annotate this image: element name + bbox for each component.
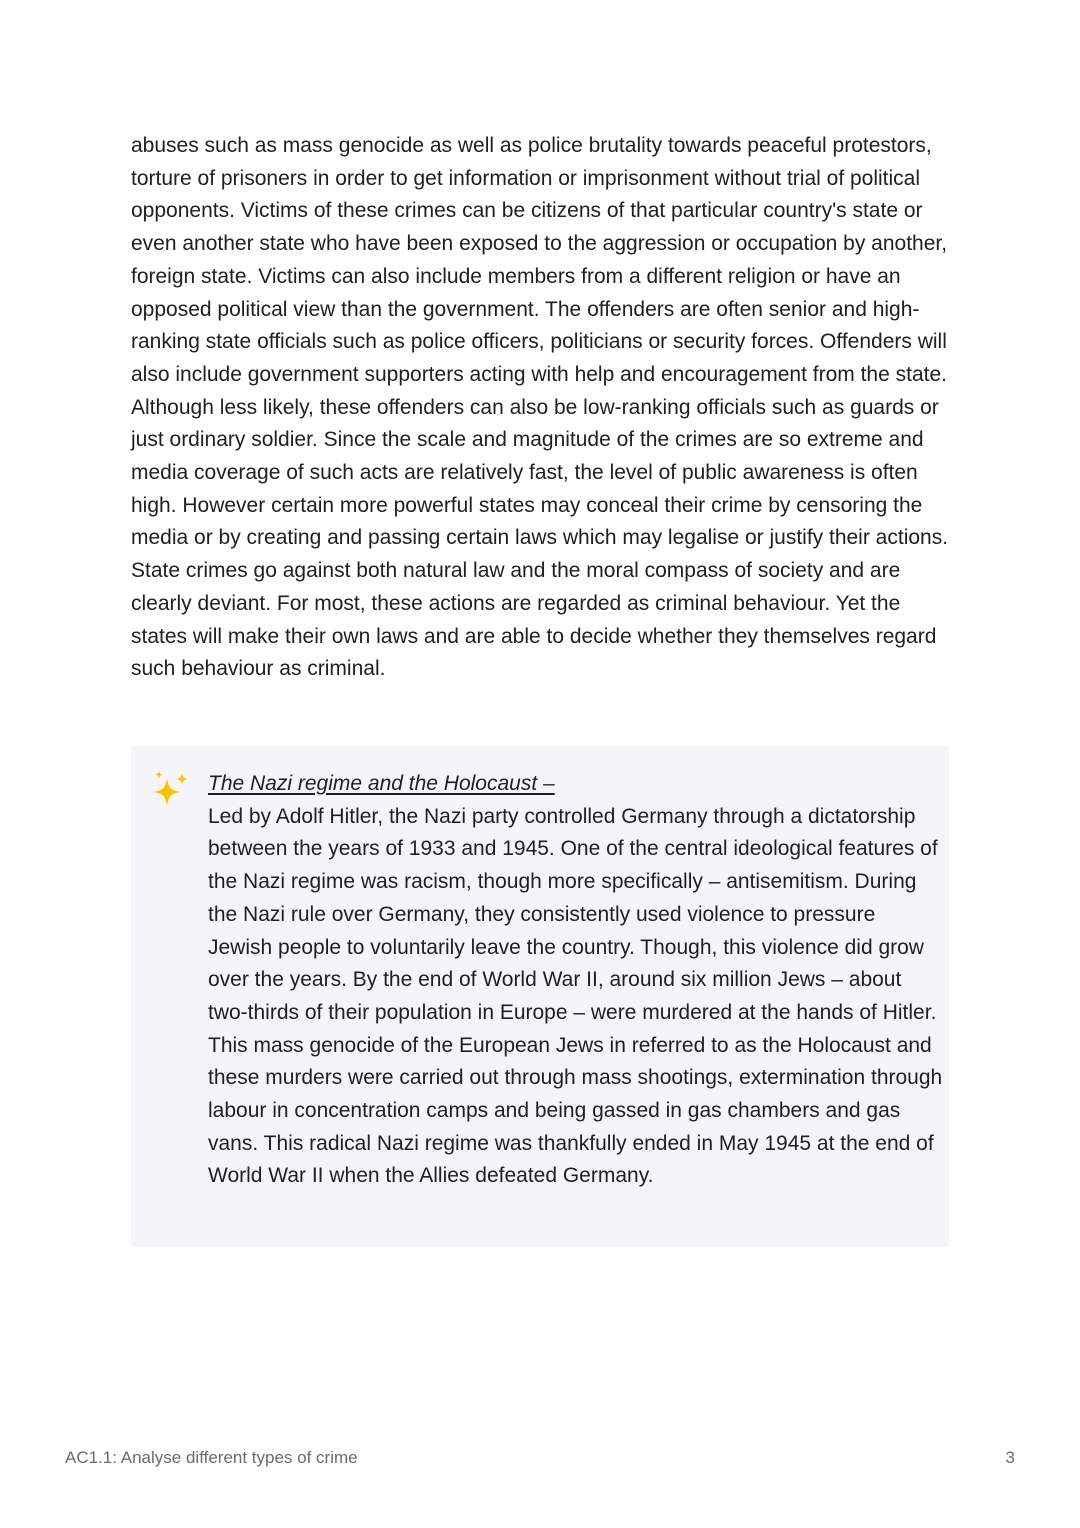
callout-content (208, 768, 943, 1193)
callout-body: Led by Adolf Hitler, the Nazi party controlled Germany through a dictatorship between the years of 1933 and 1945. One of the central ideological features of the Nazi regime was racism, though more specifically – antisemitism. During the Nazi rule over Germany, they consistently used violence to pressure Jewish people to voluntarily leave the country. Though, this violence did grow over the years. By the end of World War II, around six million Jews – about two-thirds of their population in Europe – were murdered at the hands of Hitler. This mass genocide of the European Jews in referred to as the Holocaust and these murders were carried out through mass shootings, extermination through labour in concentration camps and being gassed in gas chambers and gas vans. This radical Nazi regime was thankfully ended in May 1945 at the end of World War II when the Allies defeated Germany. (208, 804, 943, 1188)
callout-box (131, 746, 949, 1247)
footer-section-title: AC1.1: Analyse different types of crime (65, 1448, 358, 1467)
page-number: 3 (1005, 1448, 1015, 1467)
body-paragraph: abuses such as mass genocide as well as police brutality towards peaceful protestors, torture of prisoners in order to get information or imprisonment without trial of political opponents. Victims of these crimes can be citizens of that particular country's state or even another state who have been exposed to the aggression or occupation by another, foreign state. Victims can also include members from a different religion or have an opposed political view than the government. The offenders are often senior and high-ranking state officials such as police officers, politicians or security forces. Offenders will also include government supporters acting with help and encouragement from the state. Although less likely, these offenders can also be low-ranking officials such as guards or just ordinary soldier. Since the scale and magnitude of the crimes are so extreme and media coverage of such acts are relatively fast, the level of public awareness is often high. However certain more powerful states may conceal their crime by censoring the media or by creating and passing certain laws which may legalise or justify their actions. State crimes go against both natural law and the moral compass of society and are clearly deviant. For most, these actions are regarded as criminal behaviour. Yet the states will make their own laws and are able to decide whether they themselves regard such behaviour as criminal. (131, 134, 949, 681)
callout-title: The Nazi regime and the Holocaust – (208, 772, 555, 795)
sparkles-icon (151, 770, 193, 812)
